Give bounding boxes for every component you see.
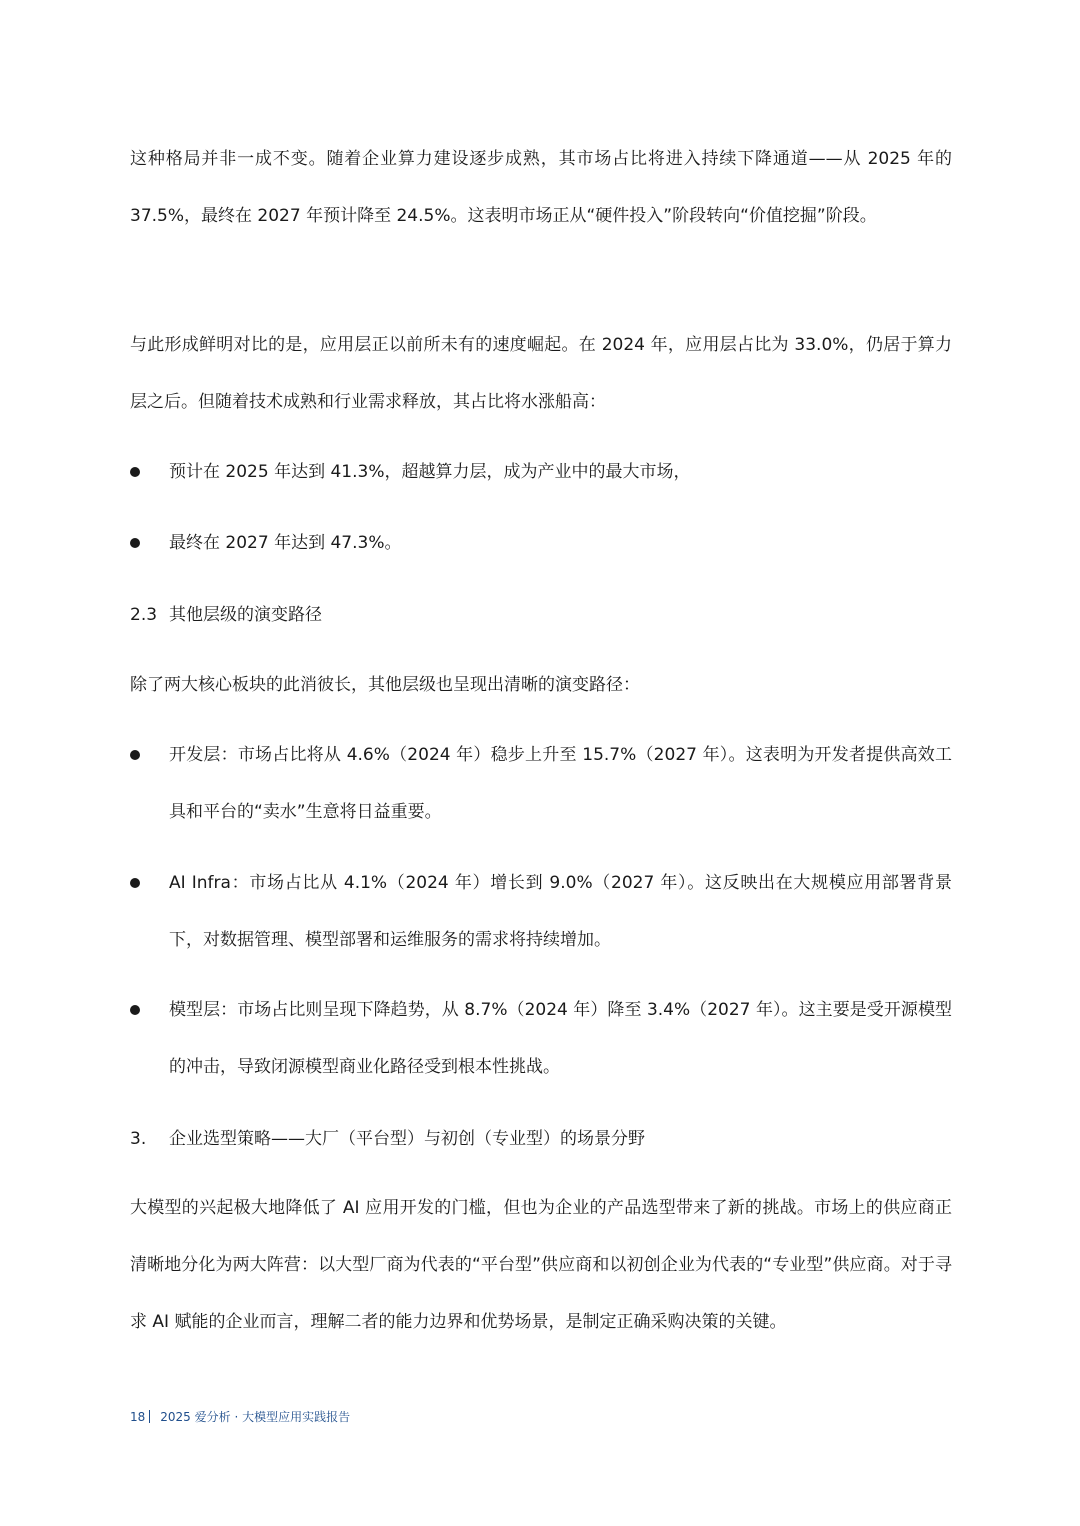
bullet-icon — [130, 538, 140, 548]
list-item-text: 模型层：市场占比则呈现下降趋势，从 8.7%（2024 年）降至 3.4%（2027 年）。这主要是受开源模型的冲击，导致闭源模型商业化路径受到根本性挑战。 — [169, 1000, 952, 1077]
list-item — [130, 444, 952, 501]
paragraph-vendor-selection: 大模型的兴起极大地降低了 AI 应用开发的门槛，但也为企业的产品选型带来了新的挑战。市场上的供应商正清晰地分化为两大阵营：以大型厂商为代表的“平台型”供应商和以初创企业为代表的“专业型”供应商。对于寻求 AI 赋能的企业而言，理解二者的能力边界和优势场景，是制定正确采购决策的关键。 — [130, 1198, 952, 1332]
list-item — [130, 727, 952, 841]
section-heading-2-3 — [130, 600, 322, 630]
section-title: 企业选型策略——大厂（平台型）与初创（专业型）的场景分野 — [169, 1129, 645, 1149]
list-item — [130, 982, 952, 1096]
bullet-icon — [130, 467, 140, 477]
report-title: 2025 爱分析 · 大模型应用实践报告 — [160, 1410, 351, 1424]
paragraph-compute-decline: 这种格局并非一成不变。随着企业算力建设逐步成熟，其市场占比将进入持续下降通道——从 2025 年的 37.5%，最终在 2027 年预计降至 24.5%。这表明市场正从“硬件投入”阶段转向“价值挖掘”阶段。 — [130, 149, 952, 226]
list-item-text: 最终在 2027 年达到 47.3%。 — [169, 533, 402, 553]
list-item-text: 预计在 2025 年达到 41.3%，超越算力层，成为产业中的最大市场， — [169, 462, 691, 482]
page-number: 18 — [130, 1410, 146, 1424]
bullet-icon — [130, 1005, 140, 1015]
paragraph-application-rise: 与此形成鲜明对比的是，应用层正以前所未有的速度崛起。在 2024 年，应用层占比为 33.0%，仍居于算力层之后。但随着技术成熟和行业需求释放，其占比将水涨船高： — [130, 335, 952, 412]
page-footer — [130, 1407, 350, 1427]
section-title: 其他层级的演变路径 — [169, 605, 322, 625]
section-number: 2.3 — [130, 605, 158, 625]
section-heading-3 — [130, 1124, 645, 1154]
list-item-text: AI Infra：市场占比从 4.1%（2024 年）增长到 9.0%（2027 年）。这反映出在大规模应用部署背景下，对数据管理、模型部署和运维服务的需求将持续增加。 — [169, 873, 952, 950]
list-item — [130, 515, 952, 572]
footer-divider — [149, 1410, 150, 1423]
list-item — [130, 855, 952, 969]
paragraph-other-layers-intro: 除了两大核心板块的此消彼长，其他层级也呈现出清晰的演变路径： — [130, 675, 640, 695]
list-item-text: 开发层：市场占比将从 4.6%（2024 年）稳步上升至 15.7%（2027 年）。这表明为开发者提供高效工具和平台的“卖水”生意将日益重要。 — [169, 745, 952, 822]
bullet-icon — [130, 878, 140, 888]
section-number: 3. — [130, 1129, 147, 1149]
bullet-icon — [130, 750, 140, 760]
